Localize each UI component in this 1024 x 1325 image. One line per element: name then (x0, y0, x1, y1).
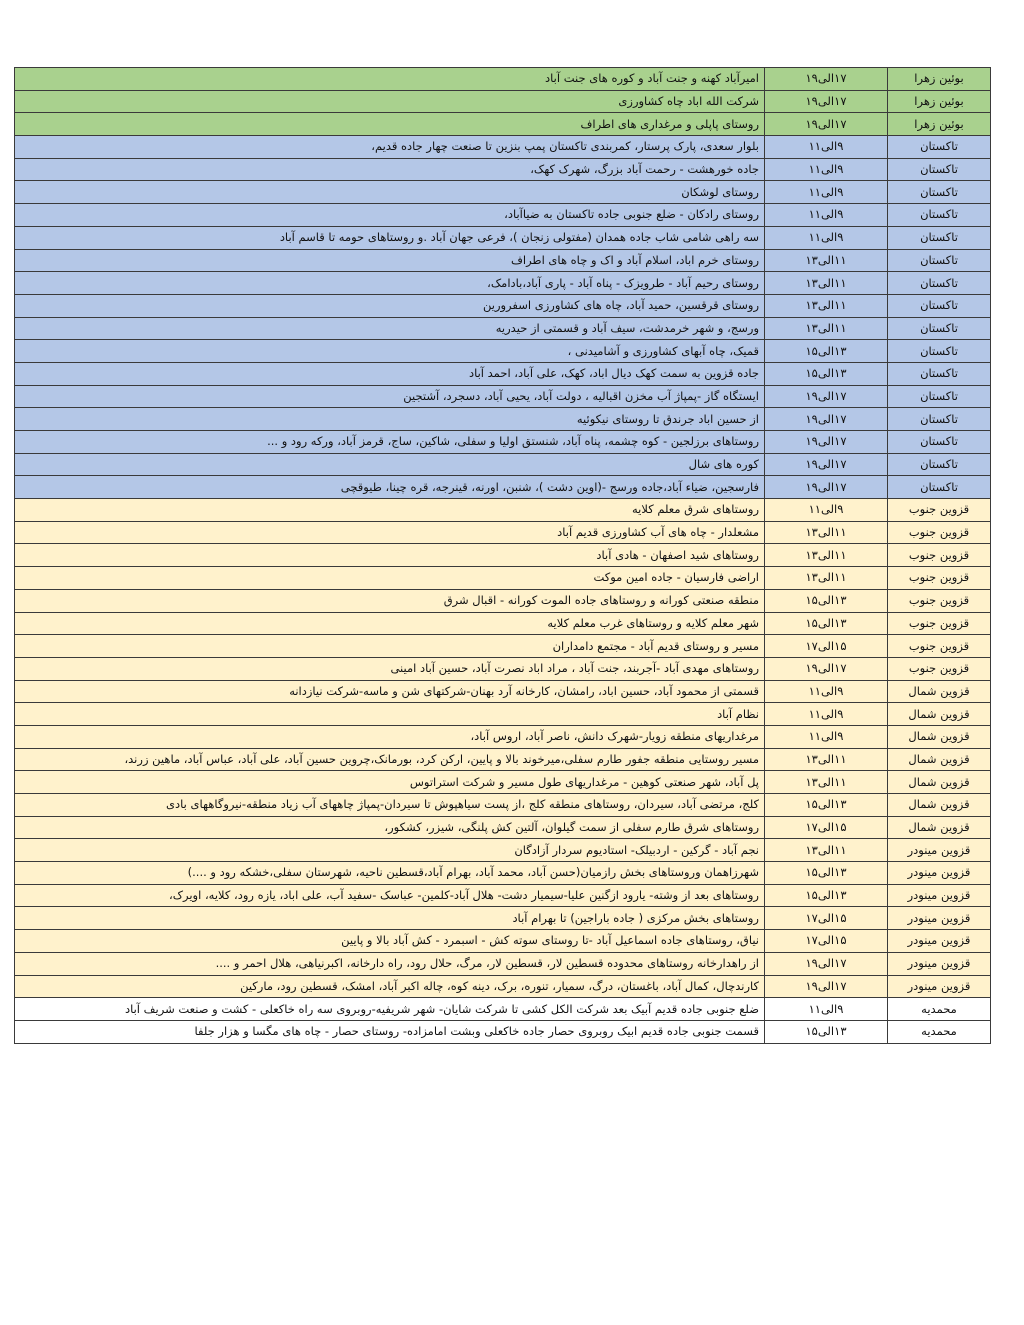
time-cell: ۹الی۱۱ (765, 998, 888, 1021)
area-cell: شهرزاهمان وروستاهای بخش رازمیان(حسن آباد، محمد آباد، بهرام آباد،قسطین ناحیه، شهرستان سفلی،خشکه رود و ....) (15, 862, 765, 885)
time-cell: ۱۱الی۱۳ (765, 294, 888, 317)
table-row (15, 136, 991, 159)
region-cell: تاکستان (888, 136, 991, 159)
time-cell: ۱۵الی۱۷ (765, 930, 888, 953)
area-cell: ضلع جنوبی جاده قدیم آبیک بعد شرکت الکل کشی تا شرکت شایان- شهر شریفیه-روبروی سه راه خاکعلی - کشت و صنعت شریف آباد (15, 998, 765, 1021)
area-cell: روستاهای برزلجین - کوه چشمه، پناه آباد، شنستق اولیا و سفلی، شاکین، ساج، قرمز آباد، ورکه رود و ... (15, 431, 765, 454)
table-row (15, 317, 991, 340)
time-cell: ۹الی۱۱ (765, 499, 888, 522)
area-cell: قمیک، چاه آبهای کشاورزی و آشامیدنی ، (15, 340, 765, 363)
region-cell: قزوین جنوب (888, 635, 991, 658)
time-cell: ۹الی۱۱ (765, 725, 888, 748)
region-cell: تاکستان (888, 294, 991, 317)
time-cell: ۱۷الی۱۹ (765, 113, 888, 136)
region-cell: قزوین جنوب (888, 499, 991, 522)
area-cell: روستای پاپلی و مرغداری های اطراف (15, 113, 765, 136)
region-cell: تاکستان (888, 158, 991, 181)
region-cell: تاکستان (888, 204, 991, 227)
area-cell: کلج، مرتضی آباد، سیردان، روستاهای منطقه کلج ،از پست سیاهپوش تا سیردان-پمپاژ چاههای آب زیاد منطقه-نیروگاههای بادی (15, 794, 765, 817)
region-cell: قزوین مینودر (888, 930, 991, 953)
time-cell: ۱۳الی۱۵ (765, 794, 888, 817)
area-cell: اراضی فارسیان - جاده امین موکت (15, 567, 765, 590)
region-cell: تاکستان (888, 385, 991, 408)
region-cell: قزوین مینودر (888, 907, 991, 930)
time-cell: ۱۷الی۱۹ (765, 476, 888, 499)
time-cell: ۱۳الی۱۵ (765, 884, 888, 907)
region-cell: تاکستان (888, 340, 991, 363)
region-cell: محمدیه (888, 998, 991, 1021)
time-cell: ۹الی۱۱ (765, 226, 888, 249)
table-row (15, 884, 991, 907)
time-cell: ۱۷الی۱۹ (765, 68, 888, 91)
area-cell: ایستگاه گاز -پمپاژ آب مخزن اقبالیه ، دولت آباد، یحیی آباد، دسجرد، آشتجین (15, 385, 765, 408)
time-cell: ۹الی۱۱ (765, 181, 888, 204)
table-row (15, 249, 991, 272)
area-cell: از راهدارخانه روستاهای محدوده قسطین لار، قسطین لار، مرگ، حلال رود، راه دارخانه، اکبرنیاهی، هلال احمر و .... (15, 952, 765, 975)
area-cell: روستای رادکان - ضلع جنوبی جاده تاکستان به ضیاآباد، (15, 204, 765, 227)
table-row (15, 90, 991, 113)
region-cell: قزوین جنوب (888, 544, 991, 567)
area-cell: روستاهای شرق طارم سفلی از سمت گیلوان، آلتین کش پلنگی، شیزر، کشکور، (15, 816, 765, 839)
table-row (15, 703, 991, 726)
region-cell: تاکستان (888, 453, 991, 476)
table-row (15, 204, 991, 227)
time-cell: ۱۷الی۱۹ (765, 431, 888, 454)
region-cell: قزوین جنوب (888, 657, 991, 680)
area-cell: ورسج، و شهر خرمدشت، سیف آباد و قسمتی از حیدریه (15, 317, 765, 340)
region-cell: قزوین مینودر (888, 839, 991, 862)
region-cell: قزوین شمال (888, 771, 991, 794)
table-row (15, 794, 991, 817)
area-cell: روستاهای بعد از وشته- یارود ازگنین علیا-سیمیار دشت- هلال آباد-کلمین- عباسک -سفید آب، علی اباد، یازه رود، کلایه، اویرک، (15, 884, 765, 907)
time-cell: ۱۳الی۱۵ (765, 612, 888, 635)
time-cell: ۹الی۱۱ (765, 204, 888, 227)
table-row (15, 771, 991, 794)
area-cell: از حسین اباد جرندق تا روستای نیکوئیه (15, 408, 765, 431)
region-cell: بوئین زهرا (888, 68, 991, 91)
schedule-body (15, 68, 991, 1044)
region-cell: قزوین مینودر (888, 952, 991, 975)
region-cell: قزوین مینودر (888, 884, 991, 907)
area-cell: روستای قرقسین، حمید آباد، چاه های کشاورزی اسفرورین (15, 294, 765, 317)
time-cell: ۱۷الی۱۹ (765, 952, 888, 975)
region-cell: قزوین شمال (888, 794, 991, 817)
table-row (15, 657, 991, 680)
time-cell: ۹الی۱۱ (765, 158, 888, 181)
time-cell: ۱۵الی۱۷ (765, 816, 888, 839)
area-cell: سه راهی شامی شاب جاده همدان (مفتولی زنجان )، فرعی جهان آباد .و روستاهای حومه تا قاسم آباد (15, 226, 765, 249)
region-cell: قزوین شمال (888, 748, 991, 771)
area-cell: جاده قزوین به سمت کهک دیال اباد، کهک، علی آباد، احمد آباد (15, 362, 765, 385)
table-row (15, 499, 991, 522)
time-cell: ۱۳الی۱۵ (765, 862, 888, 885)
area-cell: نظام آباد (15, 703, 765, 726)
area-cell: بلوار سعدی، پارک پرستار، کمربندی تاکستان پمپ بنزین تا صنعت چهار جاده قدیم، (15, 136, 765, 159)
table-row (15, 68, 991, 91)
table-row (15, 907, 991, 930)
area-cell: شرکت الله اباد چاه کشاورزی (15, 90, 765, 113)
time-cell: ۱۱الی۱۳ (765, 249, 888, 272)
area-cell: روستای لوشکان (15, 181, 765, 204)
area-cell: منطقه صنعتی کورانه و روستاهای جاده الموت کورانه - اقبال شرق (15, 589, 765, 612)
table-row (15, 680, 991, 703)
table-row (15, 181, 991, 204)
time-cell: ۱۳الی۱۵ (765, 362, 888, 385)
time-cell: ۱۵الی۱۷ (765, 907, 888, 930)
table-row (15, 476, 991, 499)
table-row (15, 589, 991, 612)
region-cell: قزوین شمال (888, 680, 991, 703)
area-cell: روستای رحیم آباد - طرویزک - پناه آباد - پاری آباد،بادامک، (15, 272, 765, 295)
time-cell: ۱۱الی۱۳ (765, 748, 888, 771)
area-cell: مرغداریهای منطقه زویار-شهرک دانش، ناصر آباد، اروس آباد، (15, 725, 765, 748)
region-cell: تاکستان (888, 272, 991, 295)
time-cell: ۱۷الی۱۹ (765, 453, 888, 476)
region-cell: تاکستان (888, 362, 991, 385)
region-cell: تاکستان (888, 226, 991, 249)
table-row (15, 567, 991, 590)
table-row (15, 272, 991, 295)
time-cell: ۱۷الی۱۹ (765, 657, 888, 680)
time-cell: ۱۱الی۱۳ (765, 839, 888, 862)
outage-schedule-table (14, 67, 991, 1044)
time-cell: ۱۱الی۱۳ (765, 272, 888, 295)
time-cell: ۱۱الی۱۳ (765, 544, 888, 567)
area-cell: مسیر روستایی منطقه جفور طارم سفلی،میرخوند بالا و پایین، ارکن کرد، بورمانک،چروین حسین آباد، علی آباد، عباس آباد، ماهین زرند، (15, 748, 765, 771)
table-row (15, 113, 991, 136)
time-cell: ۱۷الی۱۹ (765, 975, 888, 998)
time-cell: ۹الی۱۱ (765, 136, 888, 159)
region-cell: تاکستان (888, 181, 991, 204)
table-row (15, 362, 991, 385)
time-cell: ۱۳الی۱۵ (765, 340, 888, 363)
table-row (15, 294, 991, 317)
area-cell: جاده خورهشت - رحمت آباد بزرگ، شهرک کهک، (15, 158, 765, 181)
region-cell: قزوین جنوب (888, 521, 991, 544)
time-cell: ۱۵الی۱۷ (765, 635, 888, 658)
time-cell: ۹الی۱۱ (765, 703, 888, 726)
time-cell: ۹الی۱۱ (765, 680, 888, 703)
table-row (15, 521, 991, 544)
table-row (15, 998, 991, 1021)
region-cell: قزوین جنوب (888, 612, 991, 635)
area-cell: روستای خرم اباد، اسلام آباد و اک و چاه های اطراف (15, 249, 765, 272)
region-cell: قزوین شمال (888, 725, 991, 748)
area-cell: روستاهای مهدی آباد -آجربند، جنت آباد ، مراد اباد نصرت آباد، حسین آباد امینی (15, 657, 765, 680)
area-cell: امیرآباد کهنه و جنت آباد و کوره های جنت آباد (15, 68, 765, 91)
table-row (15, 226, 991, 249)
area-cell: قسمت جنوبی جاده قدیم ابیک روبروی حصار جاده خاکعلی وبشت امامزاده- روستای حصار - چاه های مگسا و هزار جلفا (15, 1020, 765, 1043)
region-cell: تاکستان (888, 249, 991, 272)
table-row (15, 635, 991, 658)
area-cell: قسمتی از محمود آباد، حسین اباد، رامشان، کارخانه آرد بهنان-شرکتهای شن و ماسه-شرکت نیازدانه (15, 680, 765, 703)
region-cell: محمدیه (888, 1020, 991, 1043)
time-cell: ۱۳الی۱۵ (765, 589, 888, 612)
table-row (15, 431, 991, 454)
area-cell: روستاهای شرق معلم کلایه (15, 499, 765, 522)
table-row (15, 862, 991, 885)
region-cell: قزوین مینودر (888, 975, 991, 998)
table-row (15, 952, 991, 975)
area-cell: شهر معلم کلایه و روستاهای غرب معلم کلایه (15, 612, 765, 635)
area-cell: مشعلدار - چاه های آب کشاورزی قدیم آباد (15, 521, 765, 544)
table-row (15, 453, 991, 476)
region-cell: قزوین شمال (888, 703, 991, 726)
area-cell: روستاهای بخش مرکزی ( جاده باراجین) تا بهرام آباد (15, 907, 765, 930)
table-row (15, 158, 991, 181)
region-cell: بوئین زهرا (888, 90, 991, 113)
table-row (15, 340, 991, 363)
time-cell: ۱۱الی۱۳ (765, 771, 888, 794)
region-cell: قزوین مینودر (888, 862, 991, 885)
table-row (15, 816, 991, 839)
time-cell: ۱۷الی۱۹ (765, 90, 888, 113)
time-cell: ۱۳الی۱۵ (765, 1020, 888, 1043)
time-cell: ۱۱الی۱۳ (765, 317, 888, 340)
table-row (15, 385, 991, 408)
region-cell: قزوین جنوب (888, 567, 991, 590)
table-row (15, 725, 991, 748)
time-cell: ۱۱الی۱۳ (765, 567, 888, 590)
area-cell: کوره های شال (15, 453, 765, 476)
region-cell: تاکستان (888, 408, 991, 431)
table-row (15, 839, 991, 862)
table-row (15, 544, 991, 567)
region-cell: تاکستان (888, 317, 991, 340)
area-cell: روستاهای شید اصفهان - هادی آباد (15, 544, 765, 567)
area-cell: پل آباد، شهر صنعتی کوهین - مرغداریهای طول مسیر و شرکت استراتوس (15, 771, 765, 794)
region-cell: قزوین شمال (888, 816, 991, 839)
table-row (15, 975, 991, 998)
table-row (15, 612, 991, 635)
region-cell: تاکستان (888, 431, 991, 454)
table-row (15, 1020, 991, 1043)
area-cell: نیاق، روستاهای جاده اسماعیل آباد -تا روستای سوته کش - اسبمرد - کش آباد بالا و پایین (15, 930, 765, 953)
region-cell: بوئین زهرا (888, 113, 991, 136)
time-cell: ۱۷الی۱۹ (765, 408, 888, 431)
area-cell: کارندچال، کمال آباد، باغستان، درگ، سمیار، تنوره، برک، دینه کوه، چاله اکبر آباد، امشک، قسطین رود، مارکین (15, 975, 765, 998)
area-cell: مسیر و روستای قدیم آباد - مجتمع دامداران (15, 635, 765, 658)
table-row (15, 408, 991, 431)
table-row (15, 930, 991, 953)
region-cell: قزوین جنوب (888, 589, 991, 612)
time-cell: ۱۷الی۱۹ (765, 385, 888, 408)
area-cell: نجم آباد - گرکین - اردبیلک- استادیوم سردار آزادگان (15, 839, 765, 862)
time-cell: ۱۱الی۱۳ (765, 521, 888, 544)
table-row (15, 748, 991, 771)
area-cell: فارسجین، ضیاء آباد،جاده ورسج -(اوین دشت )، شنبن، اورنه، قینرجه، قره چینا، طیوقچی (15, 476, 765, 499)
region-cell: تاکستان (888, 476, 991, 499)
